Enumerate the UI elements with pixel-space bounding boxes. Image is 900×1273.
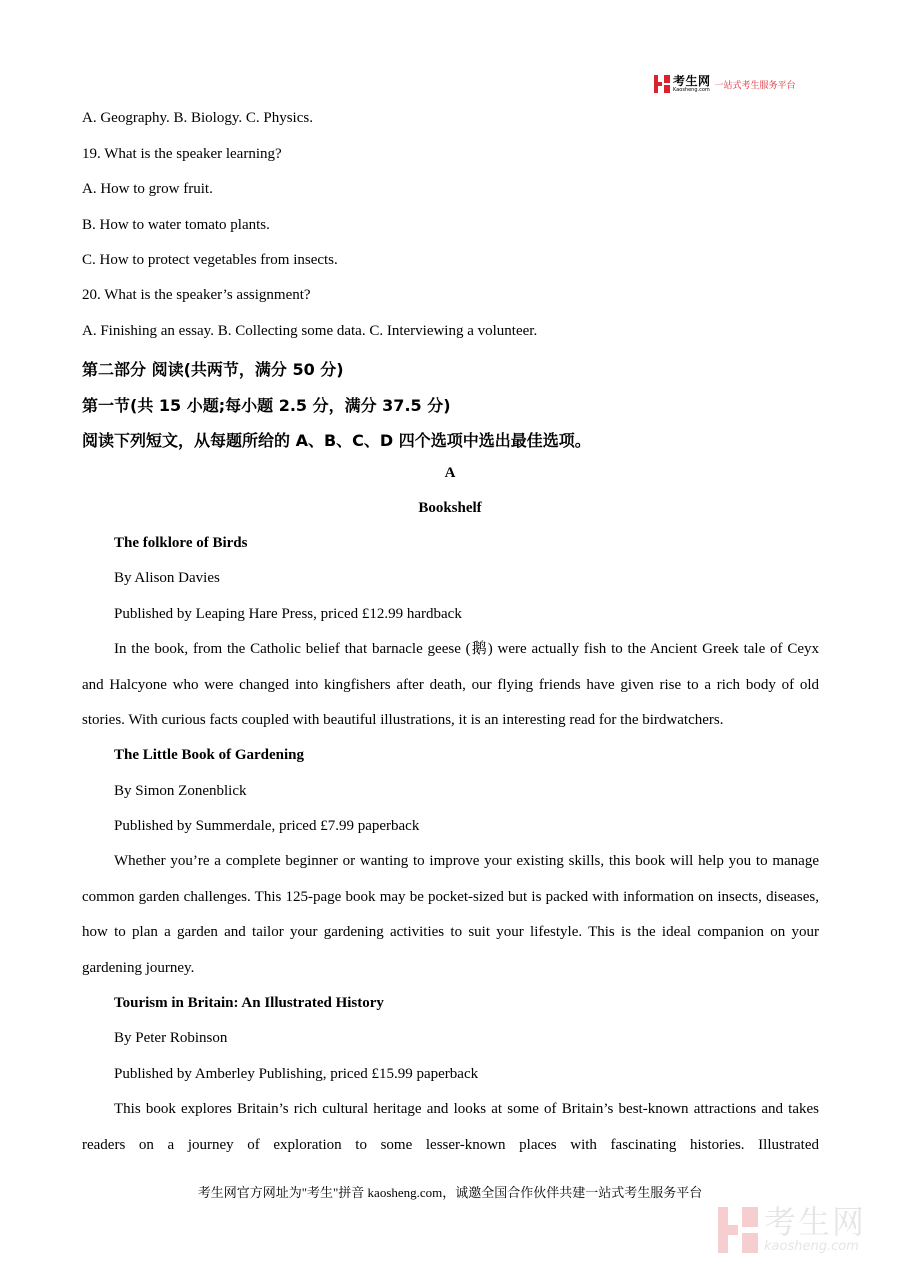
book-title: The Little Book of Gardening xyxy=(114,747,305,763)
kaosheng-logo-icon xyxy=(654,75,670,93)
watermark-name: 考生网 xyxy=(764,1203,867,1241)
logo-name: 考生网 xyxy=(673,74,711,88)
q19-option-c: C. How to protect vegetables from insects. xyxy=(82,252,338,268)
part-title: 第二部分 阅读(共两节，满分 50 分) xyxy=(82,360,344,379)
book-description: Whether you’re a complete beginner or wanting to improve your existing skills, this book will help you to manage common garden challenges. This 125-page book may be pocket-sized but is packed with information on insects, diseases, how to plan a garden and tailor your gardening activities to suit your lifestyle. This is the ideal companion on your gardening journey. xyxy=(82,853,819,976)
q20-options: A. Finishing an essay. B. Collecting some data. C. Interviewing a volunteer. xyxy=(82,323,538,339)
book-title: The folklore of Birds xyxy=(114,535,248,551)
q18-options: A. Geography. B. Biology. C. Physics. xyxy=(82,110,313,126)
book-description: This book explores Britain’s rich cultural heritage and looks at some of Britain’s best-known attractions and takes readers on a journey of exploration to some lesser-known places with fascinating histories. Illustrated xyxy=(82,1101,819,1153)
watermark-logo-icon xyxy=(718,1207,758,1253)
header-slogan: 一站式考生服务平台 xyxy=(714,80,796,91)
book-publisher: Published by Leaping Hare Press, priced £12.99 hardback xyxy=(114,606,462,622)
book-author: By Alison Davies xyxy=(114,570,220,586)
logo-domain: Kaosheng.com xyxy=(673,87,710,93)
book-publisher: Published by Summerdale, priced £7.99 paperback xyxy=(114,818,420,834)
watermark-domain: kaosheng.com xyxy=(764,1239,859,1254)
instruction: 阅读下列短文，从每题所给的 A、B、C、D 四个选项中选出最佳选项。 xyxy=(82,431,591,450)
header-logo xyxy=(654,74,796,94)
book-author: By Simon Zonenblick xyxy=(114,783,247,799)
book-title: Tourism in Britain: An Illustrated History xyxy=(114,995,384,1011)
section-title: 第一节(共 15 小题;每小题 2.5 分，满分 37.5 分) xyxy=(82,396,451,415)
book-publisher: Published by Amberley Publishing, priced £15.99 paperback xyxy=(114,1066,479,1082)
q19-option-b: B. How to water tomato plants. xyxy=(82,217,270,233)
book-description: In the book, from the Catholic belief that barnacle geese (鹅) were actually fish to the Ancient Greek tale of Ceyx and Halcyone who were changed into kingfishers after death, our flying friends have given rise to a rich body of old stories. With curious facts coupled with beautiful illustrations, it is an interesting read for the birdwatchers. xyxy=(82,641,819,728)
book-author: By Peter Robinson xyxy=(114,1030,228,1046)
q19-stem: 19. What is the speaker learning? xyxy=(82,146,282,162)
q19-option-a: A. How to grow fruit. xyxy=(82,181,213,197)
passage-title: Bookshelf xyxy=(418,500,482,516)
q20-stem: 20. What is the speaker’s assignment? xyxy=(82,287,311,303)
page-footer: 考生网官方网址为"考生"拼音 kaosheng.com，诚邀全国合作伙伴共建一站式考生服务平台 xyxy=(197,1185,703,1200)
passage-letter: A xyxy=(444,465,456,481)
watermark xyxy=(718,1203,867,1254)
